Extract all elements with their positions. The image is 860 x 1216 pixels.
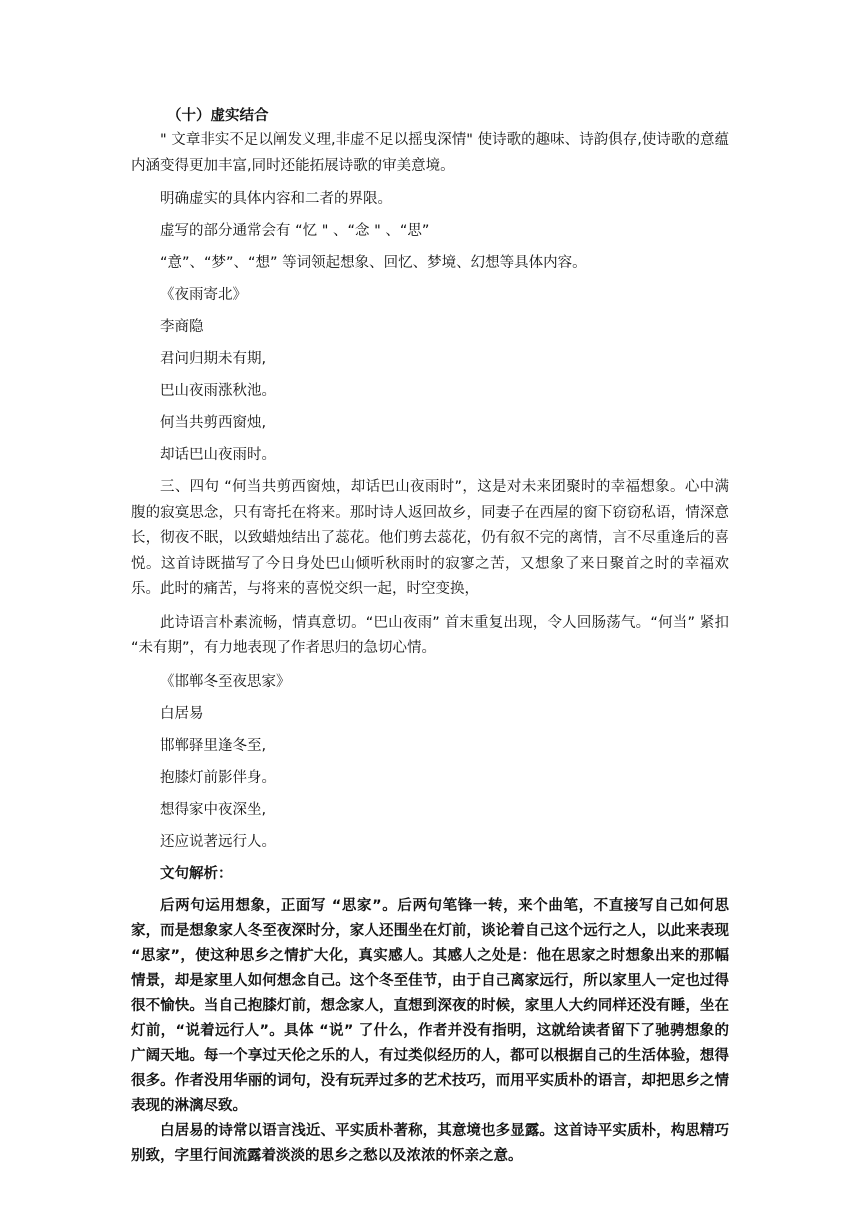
poem2-author: 白居易 — [160, 705, 204, 722]
poem2-title: 《邯郸冬至夜思家》 — [160, 673, 291, 690]
analysis-paragraph-3: 后两句运用想象，正面写 “思家”。后两句笔锋一转，来个曲笔，不直接写自己如何思家，而是想象家人冬至夜深时分，家人还围坐在灯前，谈论着自己这个远行之人，以此来表现 “思家”，使这种思乡之情扩大化，真实感人。其感人之处是：他在思家之时想象出来的那幅情景，却是家里人如何想念自己。这个冬至佳节，由于自己离家远行，所以家里人一定也过得很不愉快。当自己抱膝灯前，想念家人，直想到深夜的时候，家里人大约同样还没有睡，坐在灯前，“说着远行人”。具体 “说” 了什么，作者并没有指明，这就给读者留下了驰骋想象的广阔天地。每一个享过天伦之乐的人，有过类似经历的人，都可以根据自己的生活体验，想得很多。作者没用华丽的词句，没有玩弄过多的艺术技巧，而用平实质朴的语言，却把思乡之情表现的淋漓尽致。 — [131, 897, 729, 1114]
analysis-paragraph-4: 白居易的诗常以语言浅近、平实质朴著称，其意境也多显露。这首诗平实质朴，构思精巧别致，字里行间流露着淡淡的思乡之愁以及浓浓的怀亲之意。 — [131, 1122, 729, 1164]
poem1-line: 却话巴山夜雨时。 — [160, 447, 276, 463]
virtual-words-line-2: “意”、“梦”、“想” 等词领起想象、回忆、梦境、幻想等具体内容。 — [160, 255, 587, 271]
poem2-line: 邯郸驿里逢冬至, — [160, 737, 267, 754]
section-heading: （十）虚实结合 — [167, 108, 269, 124]
poem2-line: 想得家中夜深坐, — [160, 801, 267, 818]
poem1-line: 君问归期未有期, — [160, 351, 267, 367]
poem1-line: 巴山夜雨涨秋池。 — [160, 383, 276, 399]
poem1-line: 何当共剪西窗烛, — [160, 415, 267, 431]
poem2-line: 抱膝灯前影伴身。 — [160, 769, 276, 786]
poem2-line: 还应说著远行人。 — [160, 833, 276, 850]
intro-paragraph: " 文章非实不足以阐发义理,非虚不足以摇曳深情" 使诗歌的趣味、诗韵俱存,使诗歌的意蕴内涵变得更加丰富,同时还能拓展诗歌的审美意境。 — [131, 132, 729, 174]
analysis-label: 文句解析： — [160, 865, 233, 882]
clarify-line: 明确虚实的具体内容和二者的界限。 — [160, 191, 392, 207]
poem1-title: 《夜雨寄北》 — [160, 287, 247, 303]
virtual-words-line-1: 虚写的部分通常会有 “忆 " 、“念 " 、“思” — [160, 223, 430, 239]
poem1-author: 李商隐 — [160, 319, 204, 335]
analysis-paragraph-2: 此诗语言朴素流畅，情真意切。“巴山夜雨” 首末重复出现，令人回肠荡气。“何当” 紧扣 “未有期”，有力地表现了作者思归的急切心情。 — [131, 614, 729, 656]
document-body — [131, 104, 729, 1169]
analysis-paragraph-1: 三、四句 “何当共剪西窗烛，却话巴山夜雨时”，这是对未来团聚时的幸福想象。心中满腹的寂寞思念，只有寄托在将来。那时诗人返回故乡，同妻子在西屋的窗下窃窃私语，情深意长，彻夜不眠，以致蜡烛结出了蕊花。他们剪去蕊花，仍有叙不完的离情，言不尽重逢后的喜悦。这首诗既描写了今日身处巴山倾听秋雨时的寂寥之苦，又想象了来日聚首之时的幸福欢乐。此时的痛苦，与将来的喜悦交织一起，时空变换， — [131, 479, 729, 597]
